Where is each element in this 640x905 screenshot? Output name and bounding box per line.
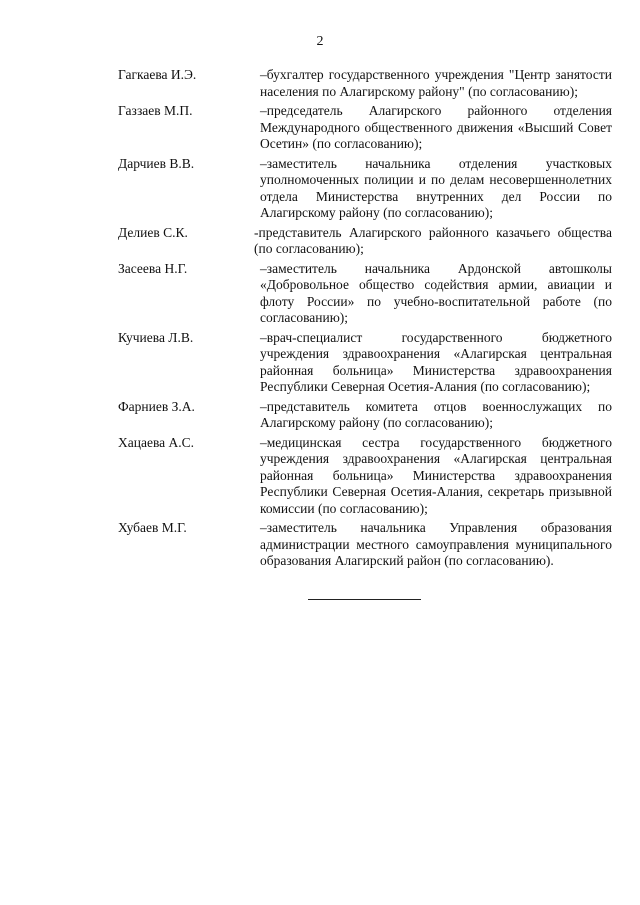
member-role: –врач-специалист государственного бюджетного учреждения здравоохранения «Алагирская центральная районная больница» Министерства здравоохранения Республики Северная Осетия-Алания (по согласованию); [260,329,612,394]
member-name: Хубаев М.Г. [118,520,187,535]
member-entry [118,103,618,153]
member-entry [118,399,618,432]
member-entry [118,330,618,396]
member-entry [118,225,618,258]
member-role: –заместитель начальника отделения участковых уполномоченных полиции и по делам несовершеннолетних отдела Министерства внутренних дел России по Алагирскому району (по согласованию); [260,155,612,220]
member-entry [118,261,618,327]
member-entry [118,435,618,518]
page-number: 2 [316,34,324,49]
member-entry [118,520,618,570]
member-role: –заместитель начальника Ардонской автошколы «Добровольное общество содействия армии, авиации и флоту России» по учебно-воспитательной работе (по согласованию); [260,260,612,325]
member-role: –председатель Алагирского районного отделения Международного общественного движения «Высший Совет Осетин» (по согласованию); [260,103,612,151]
member-entry [118,156,618,222]
member-name: Засеева Н.Г. [118,260,188,276]
member-role: –бухгалтер государственного учреждения "Центр занятости населения по Алагирскому району" (по согласованию); [260,67,612,99]
member-role: –представитель комитета отцов военнослужащих по Алагирскому району (по согласованию); [260,398,612,430]
member-name: Делиев С.К. [118,224,188,240]
member-role: -представитель Алагирского районного казачьего общества (по согласованию); [254,224,612,256]
member-role: –заместитель начальника Управления образования администрации местного самоуправления муниципального образования Алагирский район (по согласованию). [260,520,612,568]
member-entry [118,67,618,100]
member-name: Газзаев М.П. [118,103,193,118]
commission-member-list [118,67,618,573]
member-name: Хацаева А.С. [118,434,195,450]
end-of-list-rule [308,599,421,600]
member-name: Дарчиев В.В. [118,155,195,171]
member-name: Кучиева Л.В. [118,329,194,345]
member-name: Гагкаева И.Э. [118,67,197,82]
member-role: –медицинская сестра государственного бюджетного учреждения здравоохранения «Алагирская центральная районная больница» Министерства здравоохранения Республики Северная Осетия-Алания, секретарь призывной комиссии (по согласованию); [260,434,612,516]
member-name: Фарниев З.А. [118,398,195,414]
